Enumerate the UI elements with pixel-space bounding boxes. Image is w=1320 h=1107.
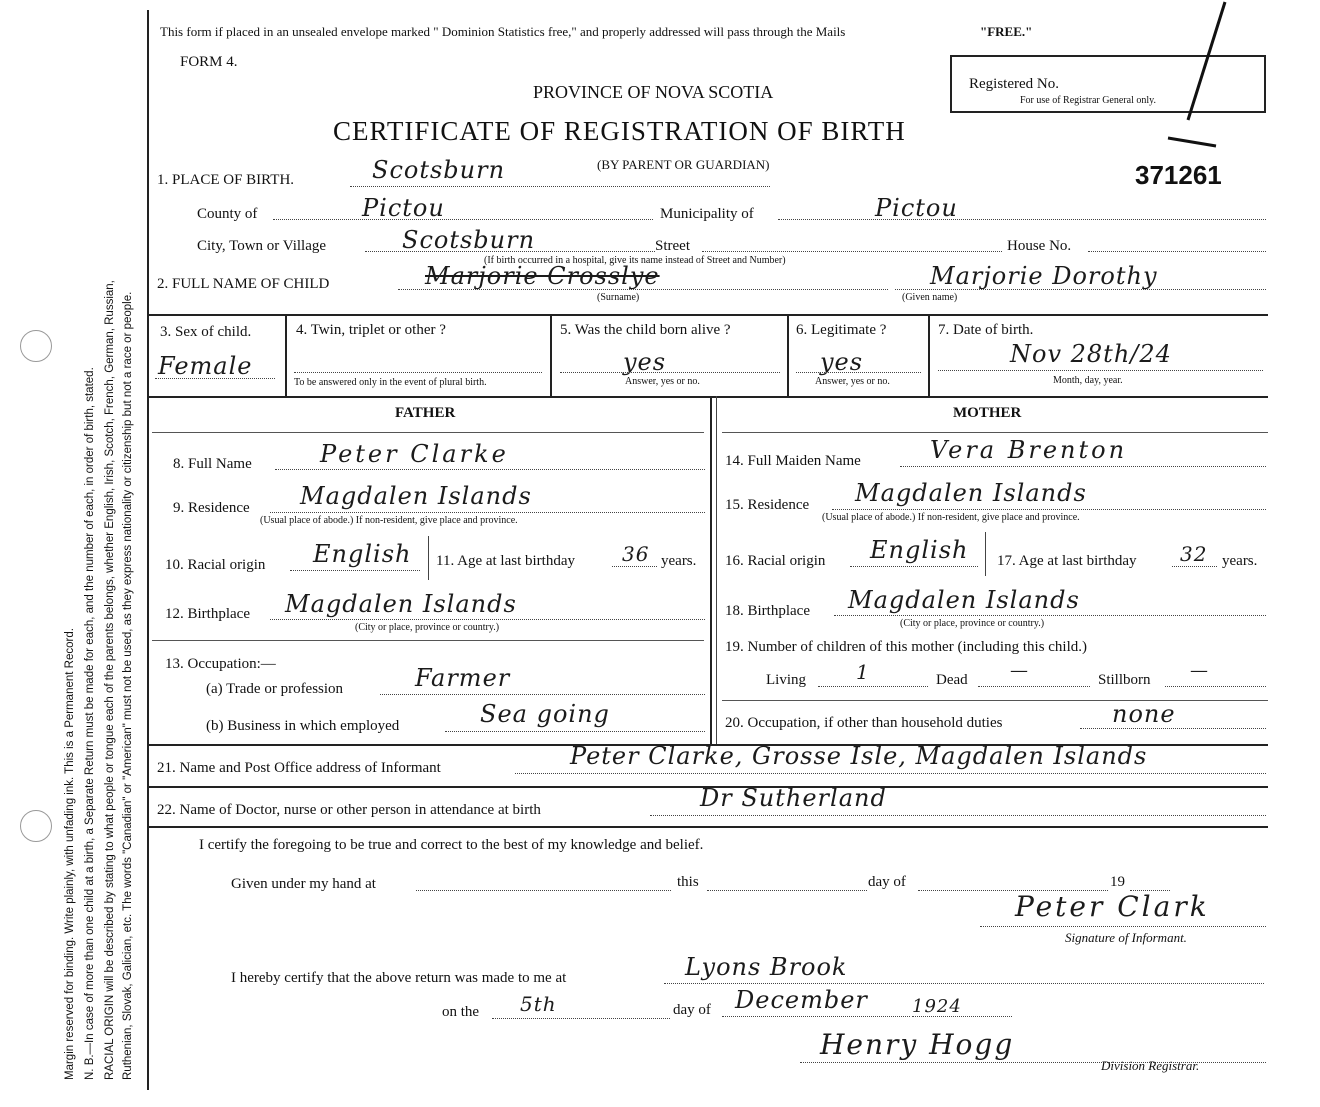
father-business-value: Sea going (480, 700, 610, 728)
father-trade-value: Farmer (415, 664, 511, 692)
registered-label: Registered No. (969, 76, 1059, 92)
registrar-caption: Division Registrar. (1101, 1058, 1200, 1073)
father-business-label: (b) Business in which employed (206, 718, 400, 734)
mother-birthplace-value: Magdalen Islands (848, 586, 1080, 614)
mother-name-value: Vera Brenton (930, 436, 1128, 464)
hospital-note: (If birth occurred in a hospital, give its name instead of Street and Number) (484, 255, 786, 266)
slash-mark-icon (1140, 0, 1230, 160)
mother-res-label: 15. Residence (725, 497, 810, 513)
dob-value: Nov 28th/24 (1010, 340, 1172, 368)
twin-label: 4. Twin, triplet or other ? (296, 322, 446, 338)
form-number: FORM 4. (180, 54, 238, 70)
municipality-value: Pictou (875, 194, 958, 222)
living-label: Living (766, 672, 806, 688)
stillborn-label: Stillborn (1098, 672, 1151, 688)
informant-signature-caption: Signature of Informant. (1065, 930, 1187, 945)
father-name-label: 8. Full Name (173, 456, 252, 472)
mother-race-label: 16. Racial origin (725, 553, 826, 569)
mother-age-label: 17. Age at last birthday (997, 553, 1137, 569)
certify-statement: I certify the foregoing to be true and correct to the best of my knowledge and belief. (199, 837, 704, 853)
father-birthplace-caption: (City or place, province or country.) (355, 622, 500, 633)
twin-note: To be answered only in the event of plural birth. (294, 377, 487, 388)
father-age-value: 36 (622, 542, 650, 566)
mother-birthplace-label: 18. Birthplace (725, 603, 810, 619)
mother-age-value: 32 (1180, 542, 1208, 566)
mother-res-value: Magdalen Islands (855, 479, 1087, 507)
alive-value: yes (623, 348, 667, 376)
father-name-value: Peter Clarke (320, 440, 509, 468)
mother-race-value: English (870, 536, 969, 564)
father-res-value: Magdalen Islands (300, 482, 532, 510)
alive-caption: Answer, yes or no. (625, 376, 700, 387)
dead-value: — (1010, 660, 1029, 681)
informant-label: 21. Name and Post Office address of Informant (157, 760, 441, 776)
given-caption: (Given name) (902, 292, 958, 303)
year-value: 1924 (912, 996, 962, 1017)
doctor-label: 22. Name of Doctor, nurse or other person in attendance at birth (157, 802, 541, 818)
given-under-label: Given under my hand at (231, 876, 376, 892)
on-the-label: on the (442, 1004, 480, 1020)
surname-value: Marjorie Crosslye (425, 262, 660, 290)
side-note-3: RACIAL ORIGIN will be described by stating to what people or tongue each of the parents belongs, whether English, Irish, Scotch, French, German, Russian, (104, 280, 116, 1080)
informant-value: Peter Clarke, Grosse Isle, Magdalen Islands (570, 742, 1148, 770)
living-value: 1 (856, 660, 870, 684)
doctor-value: Dr Sutherland (700, 784, 887, 812)
page-subtitle: (BY PARENT OR GUARDIAN) (597, 157, 770, 172)
father-age-label: 11. Age at last birthday (436, 553, 575, 569)
mother-res-caption: (Usual place of abode.) If non-resident, give place and province. (822, 512, 1080, 523)
page-title: CERTIFICATE OF REGISTRATION OF BIRTH (333, 116, 906, 146)
registration-number: 371261 (1135, 160, 1222, 190)
sex-label: 3. Sex of child. (160, 324, 252, 340)
stillborn-value: — (1190, 660, 1209, 681)
legit-caption: Answer, yes or no. (815, 376, 890, 387)
place-label: 1. PLACE OF BIRTH. (157, 172, 295, 188)
fullname-label: 2. FULL NAME OF CHILD (157, 276, 330, 292)
given-value: Marjorie Dorothy (930, 262, 1158, 290)
mother-occ-value: none (1112, 700, 1176, 728)
house-label: House No. (1007, 238, 1072, 254)
side-margin (0, 0, 150, 1107)
mother-children-label: 19. Number of children of this mother (including this child.) (725, 639, 1088, 655)
father-race-value: English (313, 540, 412, 568)
legit-value: yes (820, 348, 864, 376)
province-heading: PROVINCE OF NOVA SCOTIA (533, 82, 774, 102)
mother-occ-label: 20. Occupation, if other than household duties (725, 715, 1003, 731)
mail-free: "FREE." (980, 24, 1033, 39)
father-trade-label: (a) Trade or profession (206, 681, 344, 697)
mother-years: years. (1222, 553, 1258, 569)
street-label: Street (655, 238, 690, 254)
day-value: 5th (520, 992, 557, 1016)
informant-signature: Peter Clark (1015, 890, 1210, 923)
municipality-label: Municipality of (660, 206, 754, 222)
day-of-label-2: day of (673, 1002, 711, 1018)
county-label: County of (197, 206, 258, 222)
mother-birthplace-caption: (City or place, province or country.) (900, 618, 1045, 629)
father-res-caption: (Usual place of abode.) If non-resident, give place and province. (260, 515, 518, 526)
side-note-4: Ruthenian, Slovak, Galician, etc. The words "Canadian" or "American" must not be used, as they express nationality or citizenship but not a race or people. (122, 291, 134, 1080)
this-label: this (677, 874, 699, 890)
mother-name-label: 14. Full Maiden Name (725, 453, 861, 469)
registrar-use: For use of Registrar General only. (1020, 95, 1156, 106)
dead-label: Dead (936, 672, 968, 688)
county-value: Pictou (362, 194, 445, 222)
father-years: years. (661, 553, 697, 569)
father-birthplace-value: Magdalen Islands (285, 590, 517, 618)
father-birthplace-label: 12. Birthplace (165, 606, 250, 622)
legit-label: 6. Legitimate ? (796, 322, 887, 338)
side-note-1: Margin reserved for binding. Write plainly, with unfading ink. This is a Permanent Record. (64, 628, 76, 1080)
dob-label: 7. Date of birth. (938, 322, 1034, 338)
dob-caption: Month, day, year. (1053, 375, 1123, 386)
binding-hole-icon (20, 810, 52, 842)
father-occ-label: 13. Occupation:— (165, 656, 276, 672)
day-of-label: day of (868, 874, 906, 890)
registrar-signature: Henry Hogg (820, 1028, 1015, 1061)
year-prefix: 19 (1110, 874, 1125, 890)
father-res-label: 9. Residence (173, 500, 250, 516)
mail-notice: This form if placed in an unsealed envelope marked " Dominion Statistics free," and properly addressed will pass through the Mails (160, 24, 846, 39)
month-value: December (735, 986, 868, 1014)
side-note-2: N. B.—In case of more than one child at a birth, a Separate Return must be made for each, and the number of each, in order of birth, stated. (84, 367, 96, 1080)
father-heading: FATHER (395, 405, 456, 421)
surname-caption: (Surname) (597, 292, 640, 303)
father-race-label: 10. Racial origin (165, 557, 266, 573)
city-label: City, Town or Village (197, 238, 327, 254)
sex-value: Female (158, 352, 253, 380)
return-statement: I hereby certify that the above return was made to me at (231, 970, 567, 986)
alive-label: 5. Was the child born alive ? (560, 322, 731, 338)
place-value: Scotsburn (372, 156, 506, 184)
city-value: Scotsburn (402, 226, 536, 254)
mother-heading: MOTHER (953, 405, 1022, 421)
return-place: Lyons Brook (685, 953, 848, 981)
binding-hole-icon (20, 330, 52, 362)
